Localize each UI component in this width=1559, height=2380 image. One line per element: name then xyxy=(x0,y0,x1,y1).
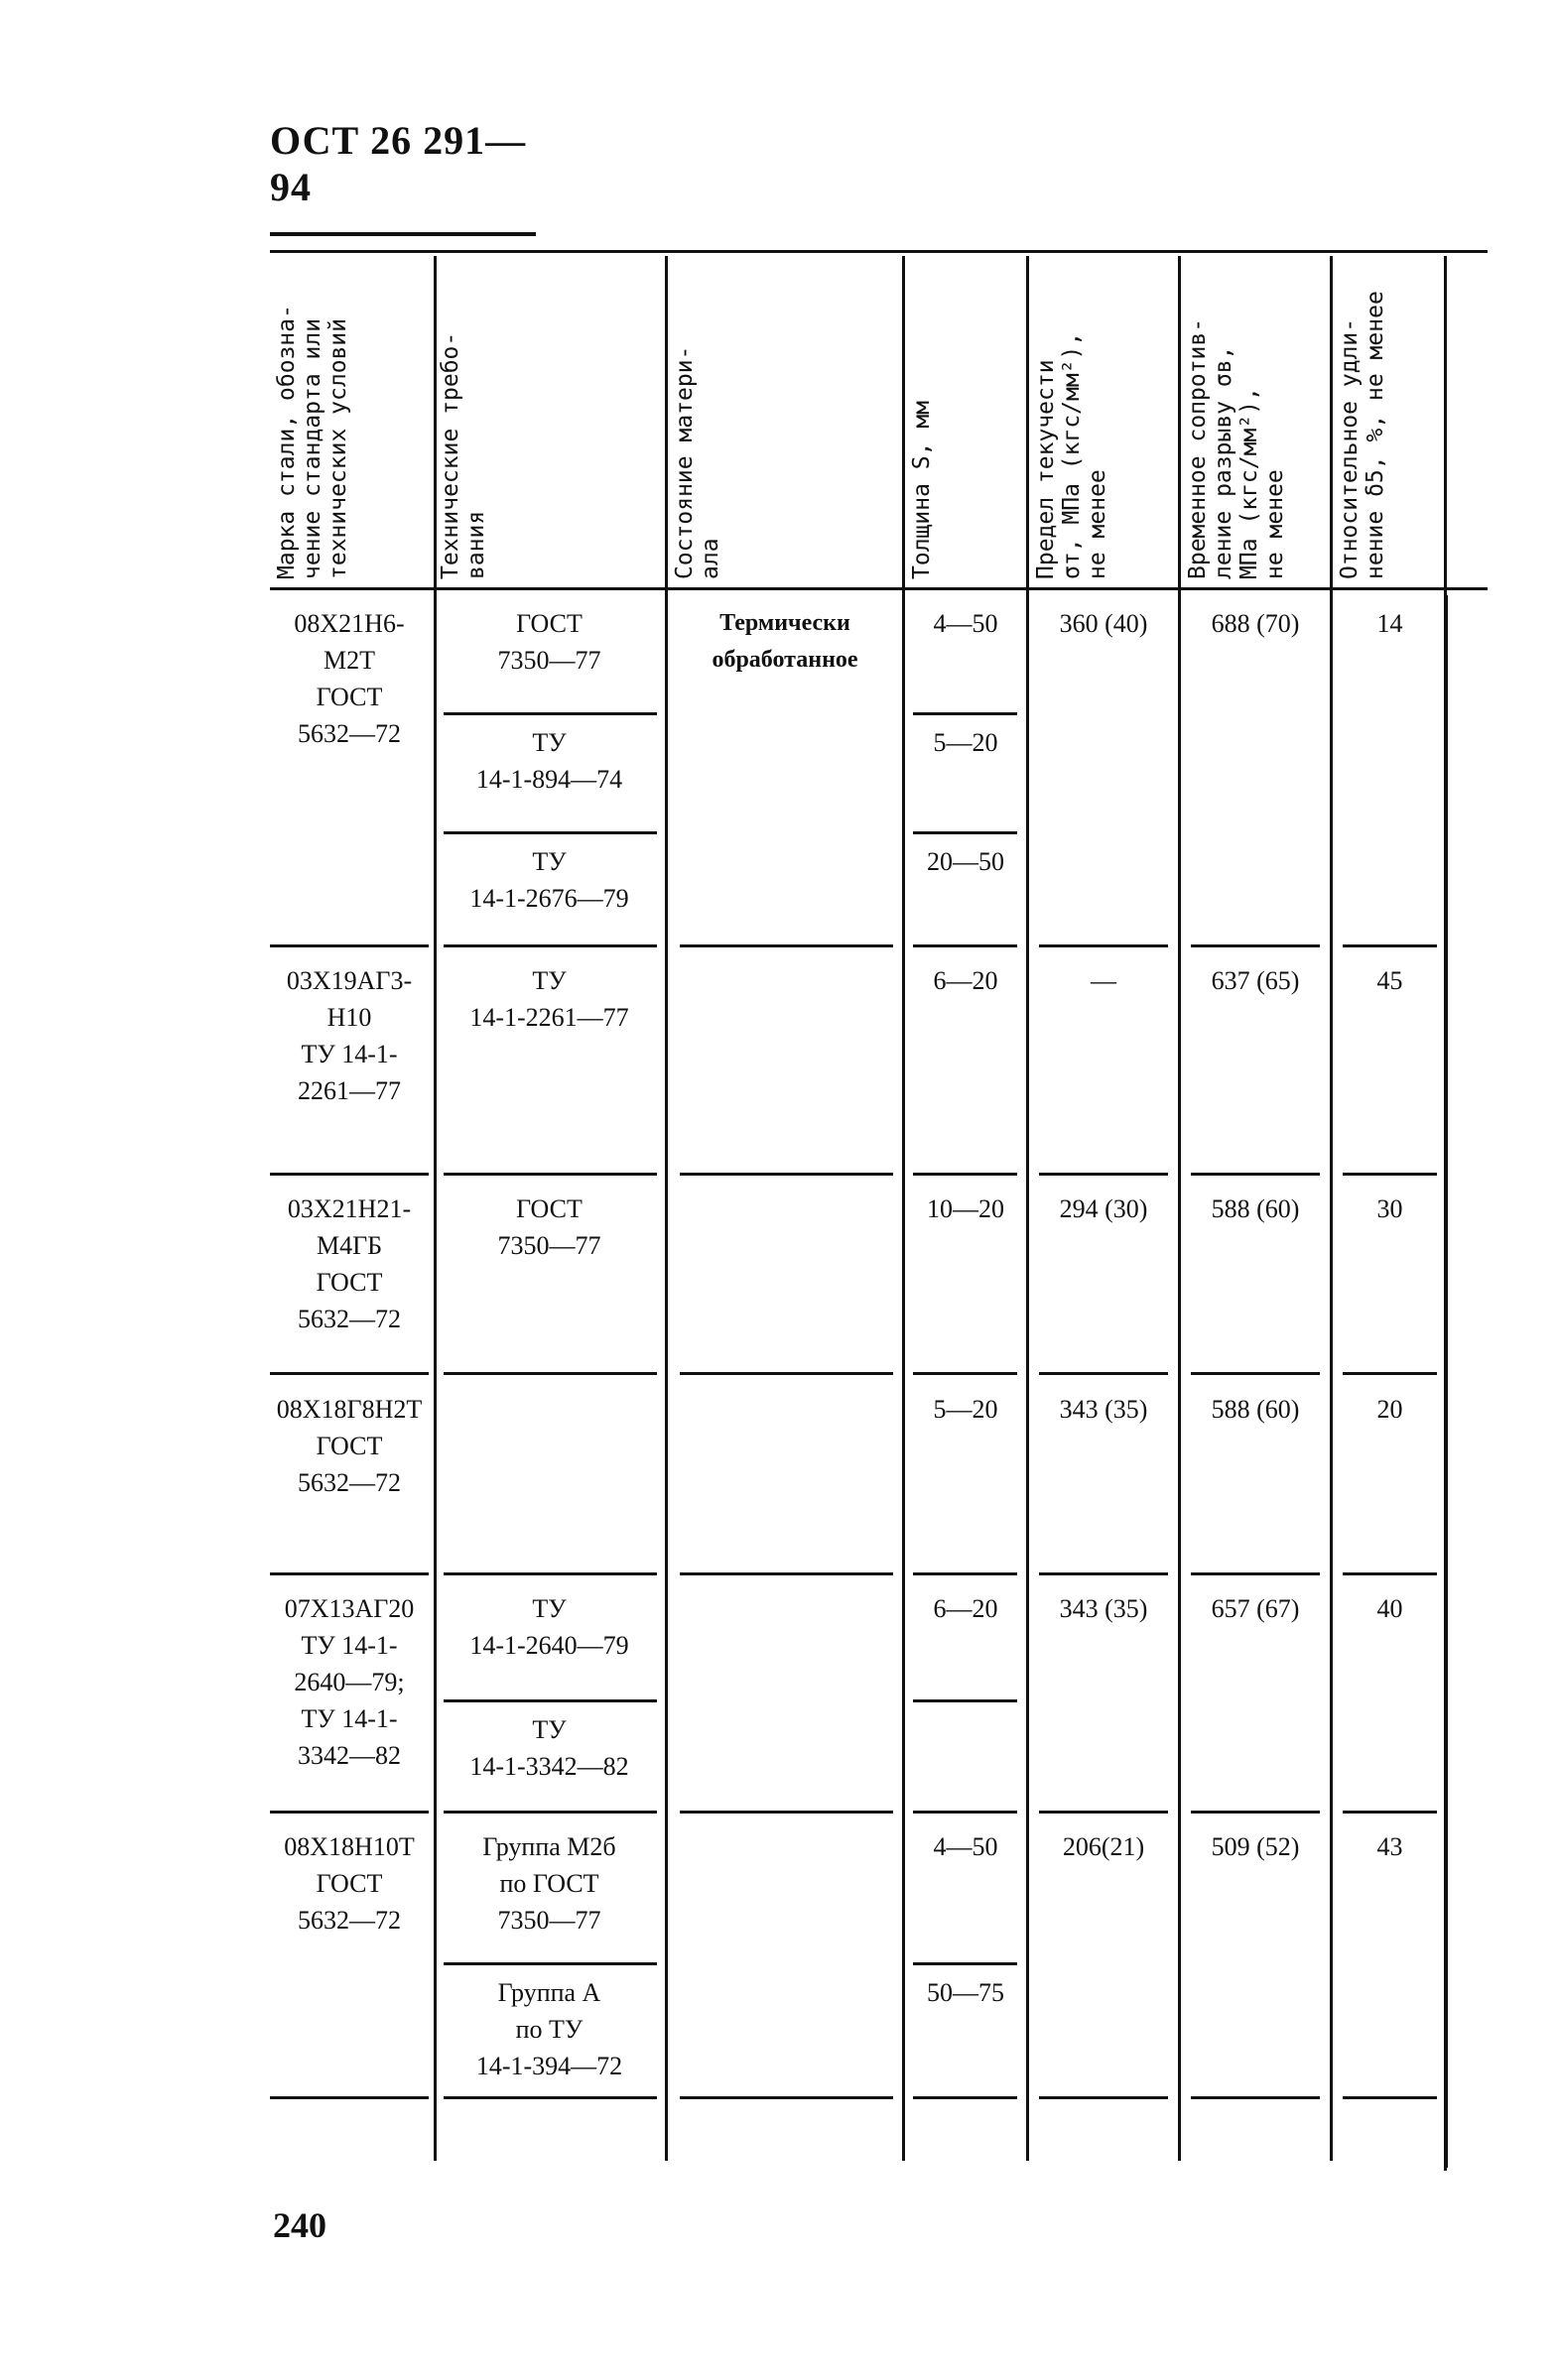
yield-strength-cell: 294 (30) xyxy=(1059,1194,1148,1223)
header-elongation: Относительное удли- нение δ5, %, не менее xyxy=(1337,291,1388,579)
row-separator xyxy=(270,1372,429,1375)
subrow-separator xyxy=(444,712,657,715)
header-bottom-rule xyxy=(270,587,1488,590)
tech-requirement-cell: ТУ 14-1-3342—82 xyxy=(469,1715,629,1781)
header-material-state: Состояние матери- ала xyxy=(672,345,723,579)
yield-strength-cell: 206(21) xyxy=(1062,1832,1145,1861)
steel-grade-cell: 08Х18Н10Т ГОСТ 5632—72 xyxy=(284,1832,415,1935)
thickness-cell: 4—50 xyxy=(933,609,998,638)
yield-strength-cell: — xyxy=(1091,966,1116,995)
subrow-separator xyxy=(444,831,657,834)
row-separator xyxy=(1039,1372,1168,1375)
thickness-cell: 6—20 xyxy=(933,1594,998,1623)
steel-grade-cell: 03Х21Н21- М4ГБ ГОСТ 5632—72 xyxy=(287,1194,412,1333)
thickness-cell: 6—20 xyxy=(933,966,998,995)
row-separator xyxy=(1343,2096,1437,2099)
tech-requirement-cell: ТУ 14-1-2676—79 xyxy=(469,847,629,913)
elongation-cell: 14 xyxy=(1376,609,1403,638)
row-separator xyxy=(444,2096,657,2099)
page-number: 240 xyxy=(273,2205,326,2245)
row-separator xyxy=(1039,1173,1168,1176)
row-separator xyxy=(1343,944,1437,947)
document-code: ОСТ 26 291—94 xyxy=(270,117,536,236)
row-separator xyxy=(680,1572,893,1575)
row-separator xyxy=(913,2096,1017,2099)
subrow-separator xyxy=(444,1699,657,1702)
elongation-cell: 30 xyxy=(1376,1194,1403,1223)
steel-grade-cell: 08Х18Г8Н2Т ГОСТ 5632—72 xyxy=(276,1395,423,1497)
tensile-strength-cell: 657 (67) xyxy=(1211,1594,1300,1623)
header-thickness: Толщина S, мм xyxy=(909,400,935,579)
yield-strength-cell: 360 (40) xyxy=(1059,609,1148,638)
row-separator xyxy=(913,1572,1017,1575)
header-top-rule xyxy=(270,250,1488,253)
row-separator xyxy=(444,944,657,947)
row-separator xyxy=(1039,1811,1168,1814)
row-separator xyxy=(444,1372,657,1375)
yield-strength-cell: 343 (35) xyxy=(1059,1594,1148,1623)
subrow-separator xyxy=(913,1699,1017,1702)
thickness-cell: 5—20 xyxy=(933,1395,998,1424)
header-tech-requirements: Технические требо- вания xyxy=(438,331,489,579)
row-separator xyxy=(680,1372,893,1375)
yield-strength-cell: 343 (35) xyxy=(1059,1395,1148,1424)
tech-requirement-cell: ТУ 14-1-894—74 xyxy=(475,728,623,794)
tech-requirement-cell: ТУ 14-1-2640—79 xyxy=(469,1594,629,1660)
subrow-separator xyxy=(913,831,1017,834)
row-separator xyxy=(1191,1372,1320,1375)
thickness-cell: 4—50 xyxy=(933,1832,998,1861)
row-separator xyxy=(1343,1811,1437,1814)
row-separator xyxy=(270,1811,429,1814)
tensile-strength-cell: 688 (70) xyxy=(1211,609,1300,638)
row-separator xyxy=(444,1173,657,1176)
row-separator xyxy=(913,1811,1017,1814)
row-separator xyxy=(444,1811,657,1814)
tensile-strength-cell: 637 (65) xyxy=(1211,966,1300,995)
tech-requirement-cell: ГОСТ 7350—77 xyxy=(497,1194,601,1260)
elongation-cell: 40 xyxy=(1376,1594,1403,1623)
subrow-separator xyxy=(913,1962,1017,1965)
elongation-cell: 20 xyxy=(1376,1395,1403,1424)
row-separator xyxy=(680,1173,893,1176)
column-divider xyxy=(665,256,668,2161)
elongation-cell: 45 xyxy=(1376,966,1403,995)
table-right-edge xyxy=(1444,595,1448,2168)
row-separator xyxy=(270,944,429,947)
thickness-cell: 10—20 xyxy=(927,1194,1004,1223)
thickness-cell: 50—75 xyxy=(927,1978,1004,2007)
elongation-cell: 43 xyxy=(1376,1832,1403,1861)
header-yield-strength: Предел текучести σт, МПа (кгс/мм²), не менее xyxy=(1033,331,1110,579)
tech-requirement-cell: Группа А по ТУ 14-1-394—72 xyxy=(475,1978,623,2080)
row-separator xyxy=(444,1572,657,1575)
row-separator xyxy=(270,1572,429,1575)
row-separator xyxy=(1191,1572,1320,1575)
steel-grade-cell: 03Х19АГ3- Н10 ТУ 14-1- 2261—77 xyxy=(286,966,413,1105)
subrow-separator xyxy=(444,1962,657,1965)
row-separator xyxy=(680,944,893,947)
row-separator xyxy=(1343,1572,1437,1575)
row-separator xyxy=(270,2096,429,2099)
subrow-separator xyxy=(913,712,1017,715)
steel-grade-cell: 08Х21Н6- М2Т ГОСТ 5632—72 xyxy=(294,609,405,748)
row-separator xyxy=(1039,2096,1168,2099)
row-separator xyxy=(680,1811,893,1814)
thickness-cell: 5—20 xyxy=(933,728,998,757)
row-separator xyxy=(1191,1173,1320,1176)
thickness-cell: 20—50 xyxy=(927,847,1004,876)
header-tensile-strength: Временное сопротив- ление разрыву σв, МПа (кгс/мм²), не менее xyxy=(1185,317,1288,579)
row-separator xyxy=(1191,944,1320,947)
tensile-strength-cell: 588 (60) xyxy=(1211,1194,1300,1223)
row-separator xyxy=(1191,2096,1320,2099)
row-separator xyxy=(680,2096,893,2099)
row-separator xyxy=(913,1372,1017,1375)
material-state-cell: Термически обработанное xyxy=(712,610,858,673)
tech-requirement-cell: ГОСТ 7350—77 xyxy=(497,609,601,675)
row-separator xyxy=(1039,1572,1168,1575)
row-separator xyxy=(1191,1811,1320,1814)
steel-grade-cell: 07Х13АГ20 ТУ 14-1- 2640—79; ТУ 14-1- 3342—82 xyxy=(284,1594,415,1770)
row-separator xyxy=(1343,1372,1437,1375)
tech-requirement-cell: Группа М2б по ГОСТ 7350—77 xyxy=(482,1832,616,1935)
tech-requirement-cell: ТУ 14-1-2261—77 xyxy=(469,966,629,1032)
row-separator xyxy=(1039,944,1168,947)
tensile-strength-cell: 588 (60) xyxy=(1211,1395,1300,1424)
row-separator xyxy=(270,1173,429,1176)
tensile-strength-cell: 509 (52) xyxy=(1211,1832,1300,1861)
row-separator xyxy=(913,944,1017,947)
row-separator xyxy=(913,1173,1017,1176)
row-separator xyxy=(1343,1173,1437,1176)
header-steel-grade: Марка стали, обозна- чение стандарта или технических условий xyxy=(274,305,351,579)
